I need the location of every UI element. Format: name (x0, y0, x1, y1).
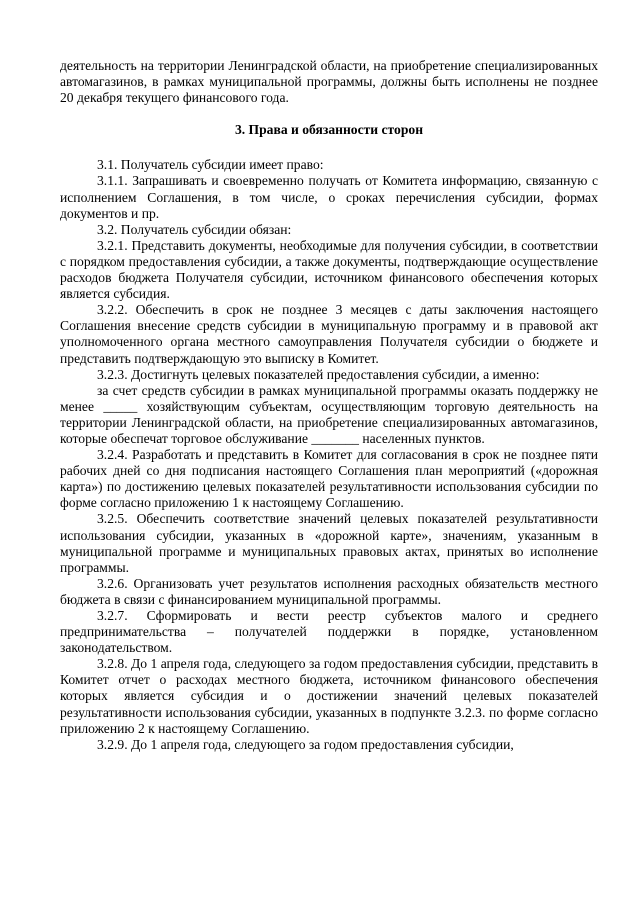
intro-paragraph: деятельность на территории Ленинградской области, на приобретение специализированных автомагазинов, в рамках муниципальной программы, должны быть исполнены не позднее 20 декабря текущего финансового года. (60, 58, 598, 106)
paragraph-3-2-4: 3.2.4. Разработать и представить в Комитет для согласования в срок не позднее пяти рабочих дней со дня подписания настоящего Соглашения план мероприятий («дорожная карта») по достижению целевых показателей результативности использования субсидии по форме согласно приложению 1 к настоящему Соглашению. (60, 447, 598, 511)
paragraph-3-2-8: 3.2.8. До 1 апреля года, следующего за годом предоставления субсидии, представить в Комитет отчет о расходах местного бюджета, источником финансового обеспечения которых является субсидия и о достижении значений целевых показателей результативности использования субсидии, указанных в подпункте 3.2.3. по форме согласно приложению 2 к настоящему Соглашению. (60, 656, 598, 736)
paragraph-3-1-1: 3.1.1. Запрашивать и своевременно получать от Комитета информацию, связанную с исполнением Соглашения, в том числе, о сроках перечисления субсидии, формах документов и пр. (60, 173, 598, 221)
paragraph-3-2-3-target: за счет средств субсидии в рамках муниципальной программы оказать поддержку не менее _____ хозяйствующим субъектам, осуществляющим торговую деятельность на территории Ленинградской области, на приобретение специализированных автомагазинов, которые обеспечат торговое обслуживание _______ населенных пунктов. (60, 382, 598, 446)
section-heading: 3. Права и обязанности сторон (234, 122, 424, 138)
paragraph-3-2: 3.2. Получатель субсидии обязан: (97, 221, 292, 237)
paragraph-3-2-1: 3.2.1. Представить документы, необходимые для получения субсидии, в соответствии с порядком предоставления субсидии, а также документы, подтверждающие осуществление расходов бюджета Получателя субсидии, источником финансового обеспечения которых является субсидия. (60, 237, 598, 302)
paragraph-3-2-3: 3.2.3. Достигнуть целевых показателей предоставления субсидии, а именно: (97, 366, 540, 382)
paragraph-3-2-9: 3.2.9. До 1 апреля года, следующего за годом предоставления субсидии, (97, 736, 514, 752)
paragraph-3-2-6: 3.2.6. Организовать учет результатов исполнения расходных обязательств местного бюджета в связи с финансированием муниципальной программы. (60, 575, 598, 607)
paragraph-3-2-5: 3.2.5. Обеспечить соответствие значений целевых показателей результативности использования субсидии, указанных в «дорожной карте», значениям, указанным в муниципальной программе и муниципальных правовых актах, принятых во исполнение программы. (60, 511, 598, 575)
paragraph-3-2-7: 3.2.7. Сформировать и вести реестр субъектов малого и среднего предпринимательства – получателей поддержки в порядке, установленном законодательством. (60, 608, 598, 656)
paragraph-3-1: 3.1. Получатель субсидии имеет право: (97, 157, 324, 173)
paragraph-3-2-2: 3.2.2. Обеспечить в срок не позднее 3 месяцев с даты заключения настоящего Соглашения внесение средств субсидии в муниципальную программу и в правовой акт уполномоченного органа местного самоуправления Получателя субсидии о бюджете и представить подтверждающую это выписку в Комитет. (60, 302, 598, 366)
